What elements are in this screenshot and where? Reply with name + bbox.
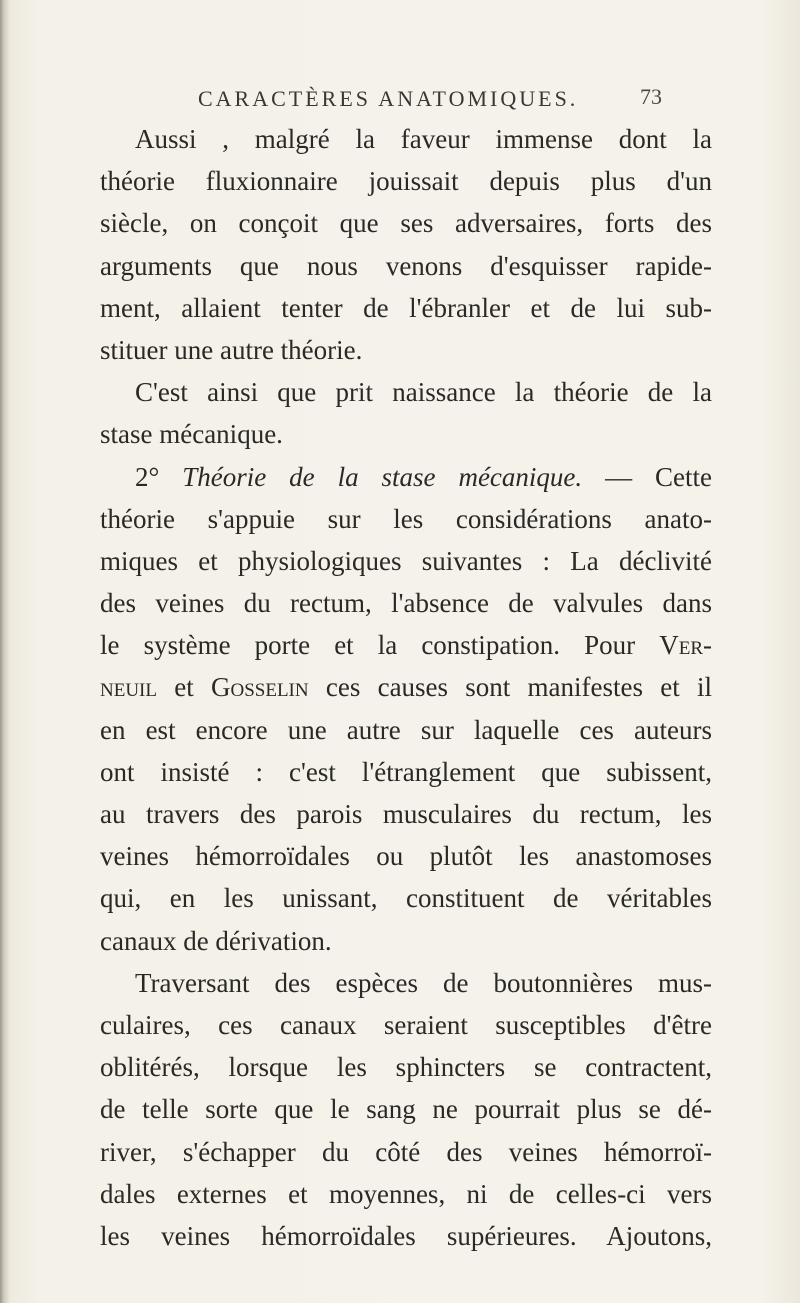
text-line [100,666,712,708]
text-segment: ces causes sont manifestes et il [325,672,712,703]
author-name-gosselin: Gosselin [210,672,309,703]
text-line: stase mécanique. [100,419,283,450]
text-line: arguments que nous venons d'esquisser rapide- [100,250,712,281]
section-number: 2° [135,461,160,492]
text-line: miques et physiologiques suivantes : La déclivité [100,545,712,576]
text-line: théorie s'appuie sur les considérations anato- [100,503,712,534]
running-head: CARACTÈRES ANATOMIQUES. [198,86,579,111]
text-line: C'est ainsi que prit naissance la théorie de la [135,377,712,408]
text-line: ment, allaient tenter de l'ébranler et de lui sub- [100,292,712,323]
text-line: au travers des parois musculaires du rectum, les [100,799,712,829]
text-line: théorie fluxionnaire jouissait depuis plus d'un [100,166,712,197]
text-line: dales externes et moyennes, ni de celles-ci vers [100,1178,712,1209]
text-line: en est encore une autre sur laquelle ces auteurs [100,714,712,745]
text-line: siècle, on conçoit que ses adversaires, forts des [100,208,712,239]
page-edge-shadow [0,0,10,1303]
text-line [100,624,712,666]
text-line: les veines hémorroïdales supérieures. Ajoutons, [100,1220,712,1251]
text-line: ont insisté : c'est l'étranglement que subissent, [100,756,712,787]
text-line: Aussi , malgré la faveur immense dont la [135,124,712,154]
text-line: culaires, ces canaux seraient susceptibles d'être [100,1009,712,1040]
text-line: canaux de dérivation. [100,925,332,956]
text-segment: et [174,672,194,703]
section-heading-rest: — Cette [605,461,713,492]
text-segment: le système porte et la constipation. Pour [100,630,636,661]
text-line: de telle sorte que le sang ne pourrait plus se dé- [100,1094,712,1125]
body-text [100,118,712,1257]
section-title: Théorie de la stase mécanique. [182,461,583,492]
text-line: veines hémorroïdales ou plutôt les anastomoses [100,841,712,872]
author-name-verneuil-cont: neuil [100,672,157,703]
author-name-verneuil: Ver- [659,630,713,661]
text-line: qui, en les unissant, constituent de véritables [100,883,712,914]
text-line: stituer une autre théorie. [100,334,363,365]
text-line: des veines du rectum, l'absence de valvules dans [100,588,712,619]
page-header [0,80,800,120]
text-line: Traversant des espèces de boutonnières mus- [135,967,712,998]
text-line: oblitérés, lorsque les sphincters se contractent, [100,1052,712,1083]
section-heading-line [100,456,712,498]
text-line: river, s'échapper du côté des veines hémorroï- [100,1136,712,1167]
page-number: 73 [640,84,662,109]
